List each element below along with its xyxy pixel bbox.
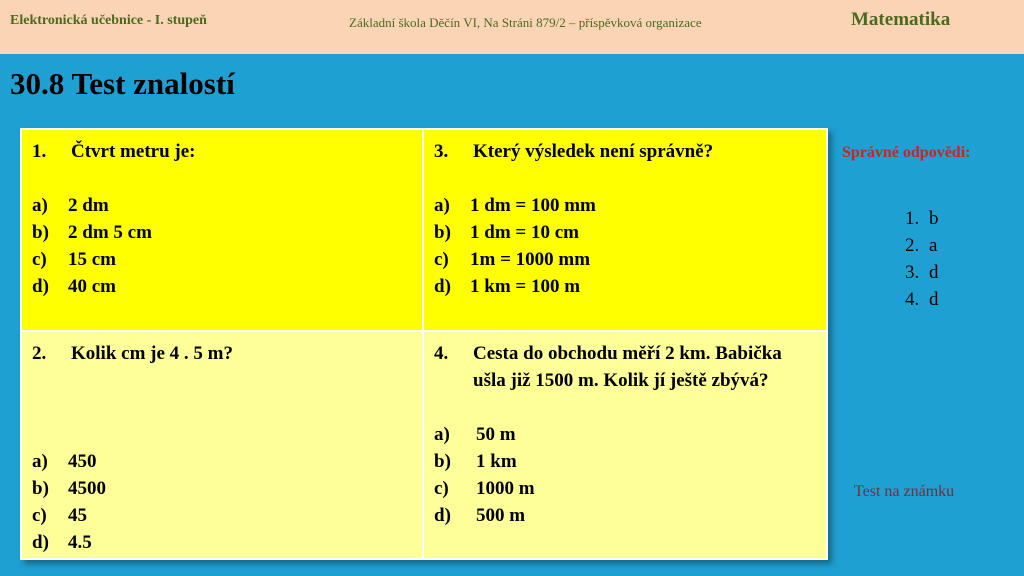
answer-option[interactable] — [32, 273, 412, 300]
page-title: 30.8 Test znalostí — [10, 66, 235, 101]
answer-number: 2. — [905, 235, 920, 256]
option-letter: d) — [434, 276, 451, 297]
answer-option[interactable] — [434, 448, 816, 475]
answer-option[interactable] — [32, 219, 412, 246]
question-line — [32, 340, 412, 367]
option-text: 1 km — [476, 451, 517, 472]
answer-item — [905, 205, 939, 232]
answer-option[interactable] — [32, 448, 412, 475]
answer-number: 1. — [905, 208, 920, 229]
option-letter: b) — [434, 451, 451, 472]
option-letter: d) — [32, 532, 49, 553]
answer-value: d — [929, 262, 939, 283]
option-letter: c) — [434, 478, 449, 499]
option-letter: b) — [434, 222, 451, 243]
question-text: Kolik cm je 4 . 5 m? — [71, 343, 234, 364]
option-letter: d) — [434, 505, 451, 526]
answer-option[interactable] — [434, 246, 816, 273]
question-text: Čtvrt metru je: — [71, 141, 196, 162]
question-number: 3. — [434, 141, 449, 162]
answer-option[interactable] — [32, 475, 412, 502]
option-text: 40 cm — [68, 276, 117, 297]
option-letter: a) — [32, 451, 48, 472]
option-text: 1 dm = 10 cm — [470, 222, 579, 243]
header-school-text: Základní škola Děčín VI, Na Stráni 879/2 – příspěvková organizace — [349, 15, 702, 30]
question-line — [434, 340, 816, 394]
answer-option[interactable] — [434, 273, 816, 300]
option-text: 1 km = 100 m — [470, 276, 581, 297]
option-text: 1m = 1000 mm — [470, 249, 591, 270]
option-letter: a) — [32, 195, 48, 216]
answer-item — [905, 259, 939, 286]
question-text: Cesta do obchodu měří 2 km. Babička ušla již 1500 m. Kolik jí ještě zbývá? — [473, 343, 782, 391]
header-subject-text: Matematika — [851, 9, 951, 30]
option-letter: b) — [32, 478, 49, 499]
answer-option[interactable] — [434, 475, 816, 502]
answers-list — [905, 205, 939, 313]
answer-number: 4. — [905, 289, 920, 310]
answer-value: b — [929, 208, 939, 229]
answer-value: d — [929, 289, 939, 310]
question-line — [434, 138, 816, 165]
answer-item — [905, 232, 939, 259]
question-number: 4. — [434, 343, 449, 364]
answer-value: a — [929, 235, 938, 256]
question-line — [32, 138, 412, 165]
graded-test-link[interactable]: Test na známku — [854, 483, 955, 500]
header-bar — [0, 0, 1024, 54]
answer-option[interactable] — [434, 502, 816, 529]
answer-option[interactable] — [434, 219, 816, 246]
question-cell-3 — [424, 130, 826, 330]
option-text: 15 cm — [68, 249, 117, 270]
option-letter: a) — [434, 195, 450, 216]
question-cell-2 — [22, 332, 422, 558]
option-text: 500 m — [476, 505, 526, 526]
answer-option[interactable] — [434, 421, 816, 448]
option-letter: a) — [434, 424, 450, 445]
question-number: 1. — [32, 141, 47, 162]
option-text: 2 dm — [68, 195, 109, 216]
answer-option[interactable] — [434, 192, 816, 219]
option-text: 4500 — [68, 478, 106, 499]
header-left-text: Elektronická učebnice - I. stupeň — [10, 13, 207, 28]
answer-number: 3. — [905, 262, 920, 283]
answer-option[interactable] — [32, 192, 412, 219]
option-text: 450 — [68, 451, 97, 472]
answer-option[interactable] — [32, 246, 412, 273]
answer-item — [905, 286, 939, 313]
question-grid — [20, 128, 828, 560]
option-text: 1000 m — [476, 478, 535, 499]
option-text: 4.5 — [68, 532, 92, 553]
option-letter: d) — [32, 276, 49, 297]
option-text: 2 dm 5 cm — [68, 222, 152, 243]
answer-option[interactable] — [32, 529, 412, 556]
option-text: 50 m — [476, 424, 516, 445]
option-letter: c) — [32, 249, 47, 270]
option-text: 1 dm = 100 mm — [470, 195, 596, 216]
option-letter: b) — [32, 222, 49, 243]
question-text: Který výsledek není správně? — [473, 141, 714, 162]
answers-heading: Správné odpovědi: — [842, 144, 971, 161]
option-letter: c) — [434, 249, 449, 270]
option-text: 45 — [68, 505, 87, 526]
answer-option[interactable] — [32, 502, 412, 529]
question-cell-1 — [22, 130, 422, 330]
question-number: 2. — [32, 343, 47, 364]
option-letter: c) — [32, 505, 47, 526]
question-cell-4 — [424, 332, 826, 558]
